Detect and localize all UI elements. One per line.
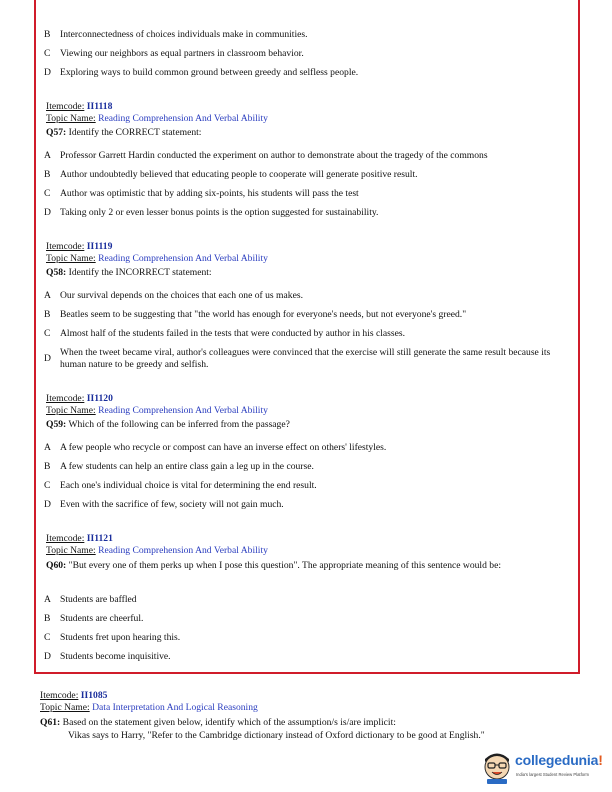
option-text: Students become inquisitive. [60,651,171,662]
option-letter: B [44,169,51,180]
option-letter: C [44,632,51,643]
option-row[interactable] [44,632,181,644]
option-letter: D [44,353,51,364]
question-line [46,127,201,139]
question-text: Identify the CORRECT statement: [68,127,202,138]
option-text: A few people who recycle or compost can have an inverse effect on others' lifestyles. [60,442,387,453]
option-letter: A [44,290,51,301]
logo-tagline: India's largest Student Review Platform [516,772,589,777]
itemcode-line [46,393,113,405]
option-text: Students fret upon hearing this. [60,632,181,643]
topic-value: Reading Comprehension And Verbal Ability [98,253,268,264]
itemcode-line [40,690,107,702]
itemcode-label: Itemcode: [46,241,85,252]
topic-value: Reading Comprehension And Verbal Ability [98,545,268,556]
logo-mark: ! [598,752,603,768]
topic-label: Topic Name: [46,253,96,264]
option-letter: B [44,461,51,472]
collegedunia-logo[interactable] [482,750,610,786]
option-row[interactable] [44,442,387,454]
option-row[interactable] [44,594,137,606]
mascot-icon [482,750,512,784]
itemcode-label: Itemcode: [46,533,85,544]
option-row[interactable] [44,150,488,162]
topic-label: Topic Name: [46,113,96,124]
option-row[interactable] [44,169,418,181]
itemcode-value: II1118 [86,101,113,112]
option-text: Students are baffled [60,594,137,605]
logo-wordmark [515,752,603,769]
option-text: Each one's individual choice is vital for determining the end result. [60,480,317,491]
option-text: Taking only 2 or even lesser bonus points is the option suggested for sustainability. [60,207,379,218]
topic-line [46,545,268,557]
topic-label: Topic Name: [40,702,90,713]
topic-label: Topic Name: [46,545,96,556]
option-text: Author was optimistic that by adding six-points, his students will pass the test [60,188,359,199]
option-letter: C [44,188,51,199]
topic-label: Topic Name: [46,405,96,416]
topic-value: Reading Comprehension And Verbal Ability [98,113,268,124]
question-number: Q60: [46,560,67,571]
itemcode-label: Itemcode: [40,690,79,701]
option-row[interactable] [44,48,304,60]
itemcode-line [46,533,113,545]
topic-line [46,253,268,265]
option-row[interactable] [44,461,314,473]
option-text: Author undoubtedly believed that educating people to cooperate will generate positive result. [60,169,418,180]
option-row[interactable] [44,499,284,511]
option-text: When the tweet became viral, author's colleagues were convinced that the exercise will still generate the same result because its human nature to be greedy and selfish. [60,347,551,370]
option-text: Exploring ways to build common ground between greedy and selfless people. [60,67,359,78]
option-letter: A [44,150,51,161]
option-letter: A [44,442,51,453]
question-text: Identify the INCORRECT statement: [68,267,212,278]
option-text: Viewing our neighbors as equal partners in classroom behavior. [60,48,304,59]
topic-value: Data Interpretation And Logical Reasoning [92,702,258,713]
option-letter: A [44,594,51,605]
logo-name: collegedunia [515,752,599,768]
option-letter: B [44,29,51,40]
option-row[interactable] [44,651,171,663]
itemcode-line [46,241,112,253]
itemcode-line [46,101,112,113]
option-row[interactable] [44,290,303,302]
itemcode-label: Itemcode: [46,393,85,404]
itemcode-value: II1121 [86,533,113,544]
option-letter: B [44,613,51,624]
option-text: Beatles seem to be suggesting that "the world has enough for everyone's needs, but not everyone's greed." [60,309,467,320]
option-letter: D [44,67,51,78]
question-text: "But every one of them perks up when I pose this question". The appropriate meaning of this sentence would be: [68,560,502,571]
topic-line [46,113,268,125]
question-number: Q57: [46,127,67,138]
option-row[interactable] [44,613,144,625]
option-letter: C [44,480,51,491]
itemcode-label: Itemcode: [46,101,85,112]
option-row[interactable] [44,67,359,79]
question-line [46,419,290,431]
question-statement: Vikas says to Harry, "Refer to the Cambridge dictionary instead of Oxford dictionary to be good at English." [68,730,485,741]
option-letter: C [44,328,51,339]
itemcode-value: II1119 [86,241,113,252]
option-text: Students are cheerful. [60,613,144,624]
option-row[interactable] [44,207,379,219]
option-text: Our survival depends on the choices that each one of us makes. [60,290,303,301]
option-letter: D [44,499,51,510]
option-letter: D [44,651,51,662]
option-row[interactable] [44,29,308,41]
question-number: Q59: [46,419,67,430]
question-text: Based on the statement given below, identify which of the assumption/s is/are implicit: [62,717,396,728]
question-number: Q58: [46,267,67,278]
option-letter: C [44,48,51,59]
topic-value: Reading Comprehension And Verbal Ability [98,405,268,416]
option-text: Almost half of the students failed in the tests that were conducted by author in his classes. [60,328,406,339]
question-line [40,717,396,729]
itemcode-value: II1120 [86,393,113,404]
question-line [46,560,570,572]
itemcode-value: II1085 [80,690,108,701]
question-number: Q61: [40,717,61,728]
option-text: A few students can help an entire class gain a leg up in the course. [60,461,314,472]
option-row[interactable] [44,188,359,200]
topic-line [46,405,268,417]
option-row[interactable] [44,480,317,492]
question-line [46,267,212,279]
option-letter: B [44,309,51,320]
option-row[interactable] [44,328,406,340]
option-text: Even with the sacrifice of few, society will not gain much. [60,499,284,510]
topic-line [40,702,258,714]
option-letter: D [44,207,51,218]
option-row[interactable] [44,309,467,321]
option-text: Professor Garrett Hardin conducted the experiment on author to demonstrate about the tragedy of the commons [60,150,488,161]
question-text: Which of the following can be inferred from the passage? [68,419,290,430]
option-text: Interconnectedness of choices individuals make in communities. [60,29,308,40]
